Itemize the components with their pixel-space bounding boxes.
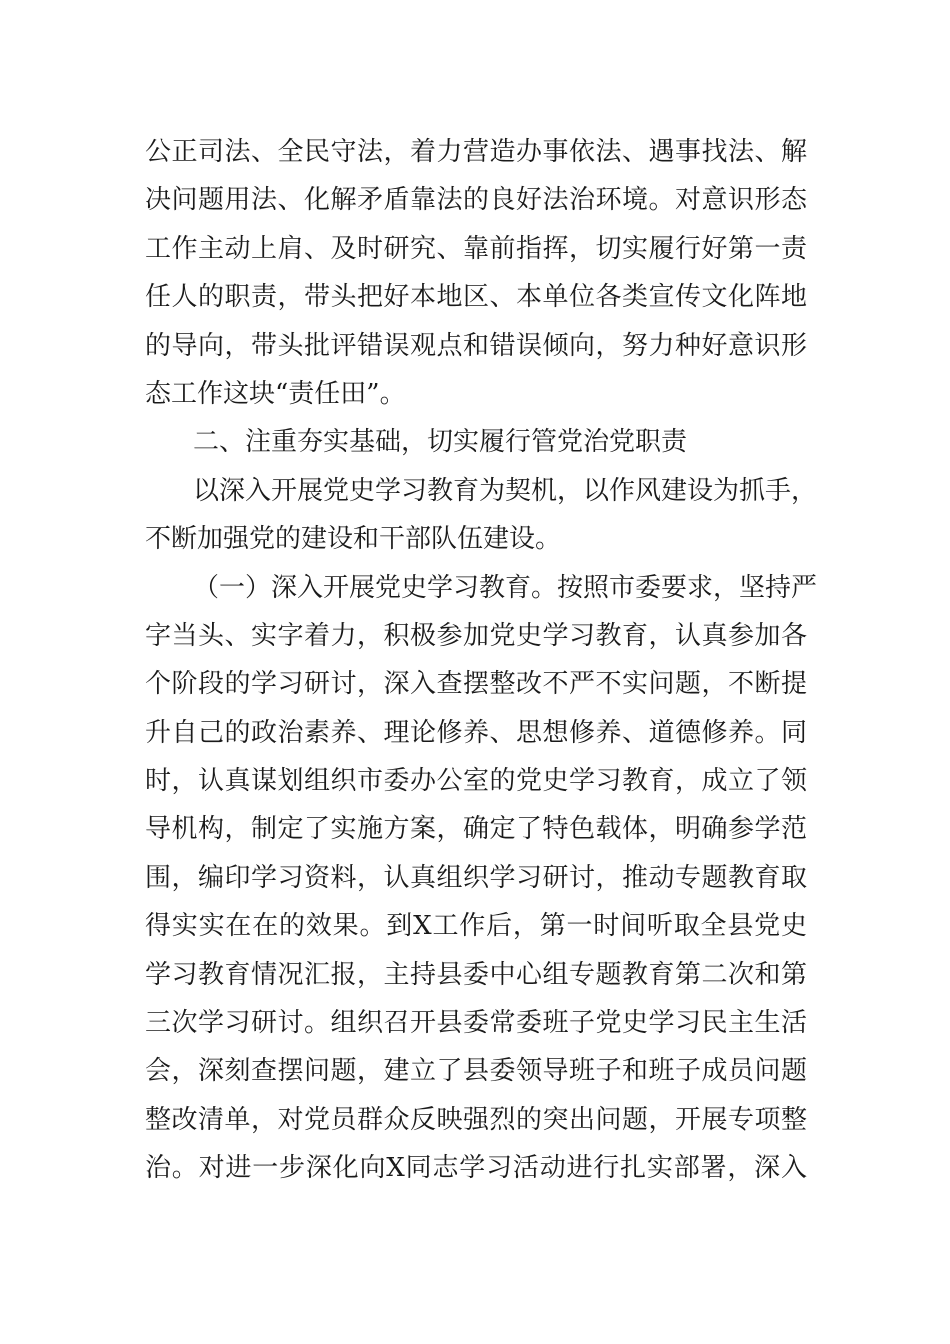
text-line-13: 升自己的政治素养、理论修养、思想修养、道德修养。同 <box>145 717 807 748</box>
text-line-11: 字当头、实字着力，积极参加党史学习教育，认真参加各 <box>145 620 807 651</box>
text-line-6: 态工作这块“责任田”。 <box>145 378 406 409</box>
text-line-19: 三次学习研讨。组织召开县委常委班子党史学习民主生活 <box>145 1008 807 1039</box>
text-line-2: 决问题用法、化解矛盾靠法的良好法治环境。对意识形态 <box>145 185 807 216</box>
text-line-17: 得实实在在的效果。到X工作后，第一时间听取全县党史 <box>145 911 807 942</box>
text-line-5: 的导向，带头批评错误观点和错误倾向，努力种好意识形 <box>145 330 807 361</box>
section-heading: 二、注重夯实基础，切实履行管党治党职责 <box>193 427 688 458</box>
text-line-22: 治。对进一步深化向X同志学习活动进行扎实部署，深入 <box>145 1153 807 1184</box>
text-line-1: 公正司法、全民守法，着力营造办事依法、遇事找法、解 <box>145 137 807 167</box>
text-line-9: 不断加强党的建设和干部队伍建设。 <box>145 524 562 555</box>
text-line-12: 个阶段的学习研讨，深入查摆整改不严不实问题，不断提 <box>145 669 807 700</box>
text-line-15: 导机构，制定了实施方案，确定了特色载体，明确参学范 <box>145 814 807 845</box>
document-body <box>145 128 818 1193</box>
text-line-20: 会，深刻查摆问题，建立了县委领导班子和班子成员问题 <box>145 1056 807 1087</box>
text-line-16: 围，编印学习资料，认真组织学习研讨，推动专题教育取 <box>145 862 807 893</box>
text-line-10: （一）深入开展党史学习教育。按照市委要求，坚持严 <box>193 572 818 603</box>
text-line-3: 工作主动上肩、及时研究、靠前指挥，切实履行好第一责 <box>145 233 807 264</box>
text-line-14: 时，认真谋划组织市委办公室的党史学习教育，成立了领 <box>145 766 807 797</box>
text-line-18: 学习教育情况汇报，主持县委中心组专题教育第二次和第 <box>145 959 807 990</box>
text-line-8: 以深入开展党史学习教育为契机，以作风建设为抓手， <box>193 475 818 506</box>
text-line-21: 整改清单，对党员群众反映强烈的突出问题，开展专项整 <box>145 1104 807 1135</box>
text-line-4: 任人的职责，带头把好本地区、本单位各类宣传文化阵地 <box>145 282 807 313</box>
